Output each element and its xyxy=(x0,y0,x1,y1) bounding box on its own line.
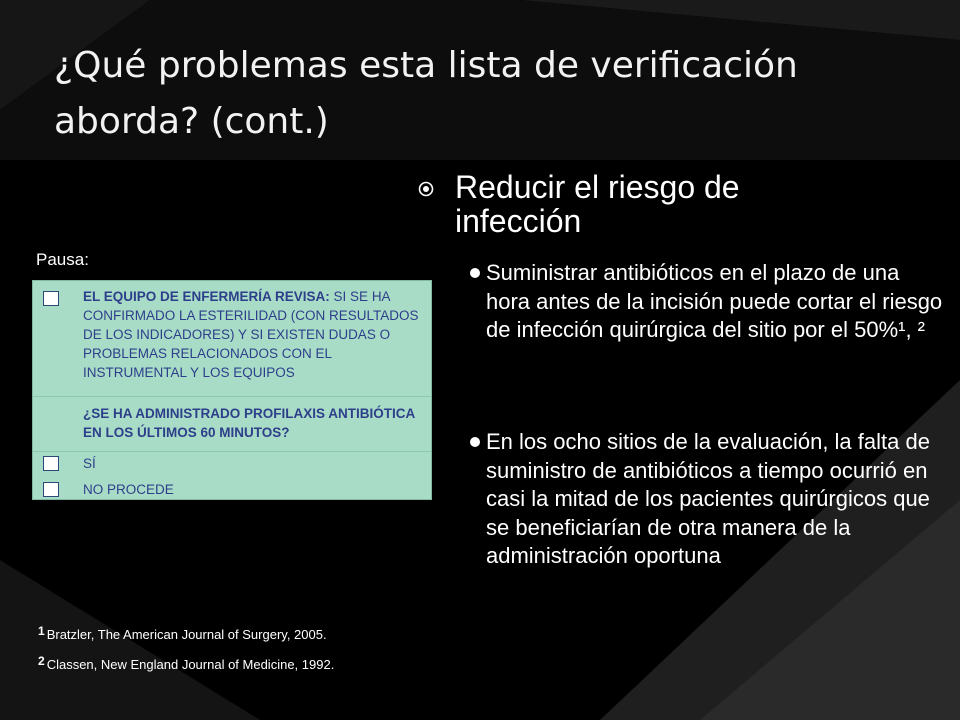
dot-bullet-icon xyxy=(470,437,480,447)
checkbox-icon xyxy=(43,456,59,471)
checkbox-icon xyxy=(43,291,59,306)
checklist-question: ¿SE HA ADMINISTRADO PROFILAXIS ANTIBIÓTICA EN LOS ÚLTIMOS 60 MINUTOS? xyxy=(83,406,415,440)
reference-number: 1 xyxy=(38,624,45,638)
reference-text: Bratzler, The American Journal of Surgery, 2005. xyxy=(46,627,327,642)
sub-bullet-text: En los ocho sitios de la evaluación, la falta de suministro de antibióticos a tiempo ocurrió en casi la mitad de los pacientes quirúrgicos que se beneficiarían de otra manera de la administración oportuna xyxy=(486,429,930,568)
reference-text: Classen, New England Journal of Medicine, 1992. xyxy=(46,657,335,672)
checklist-option-yes: SÍ xyxy=(83,456,96,471)
checklist-row-question xyxy=(33,396,431,452)
checklist-row-nursing-review xyxy=(33,281,431,397)
circled-dot-bullet-icon xyxy=(418,181,434,197)
slide-title: ¿Qué problemas esta lista de verificación aborda? (cont.) xyxy=(54,45,798,142)
checklist-image xyxy=(32,280,432,500)
checklist-option-na: NO PROCEDE xyxy=(83,482,174,497)
sub-bullet-text: Suministrar antibióticos en el plazo de una hora antes de la incisión puede cortar el riesgo de infección quirúrgica del sitio por el 50%¹, ² xyxy=(486,260,943,342)
main-bullet-text: Reducir el riesgo de infección xyxy=(455,169,740,239)
reference-1 xyxy=(38,624,327,642)
reference-2 xyxy=(38,654,334,672)
dot-bullet-icon xyxy=(470,268,480,278)
pause-label: Pausa: xyxy=(36,250,89,269)
checklist-item-rest: SI SE HA CONFIRMADO LA ESTERILIDAD (CON RESULTADOS DE LOS INDICADORES) Y SI EXISTEN DUDAS O PROBLEMAS RELACIONADOS CON EL INSTRUMENTAL Y LOS EQUIPOS xyxy=(83,289,419,380)
reference-number: 2 xyxy=(38,654,45,668)
checklist-row-options xyxy=(33,451,431,499)
checkbox-icon xyxy=(43,482,59,497)
checklist-item-bold: EL EQUIPO DE ENFERMERÍA REVISA: xyxy=(83,289,330,304)
checklist-item-nursing xyxy=(83,287,423,382)
